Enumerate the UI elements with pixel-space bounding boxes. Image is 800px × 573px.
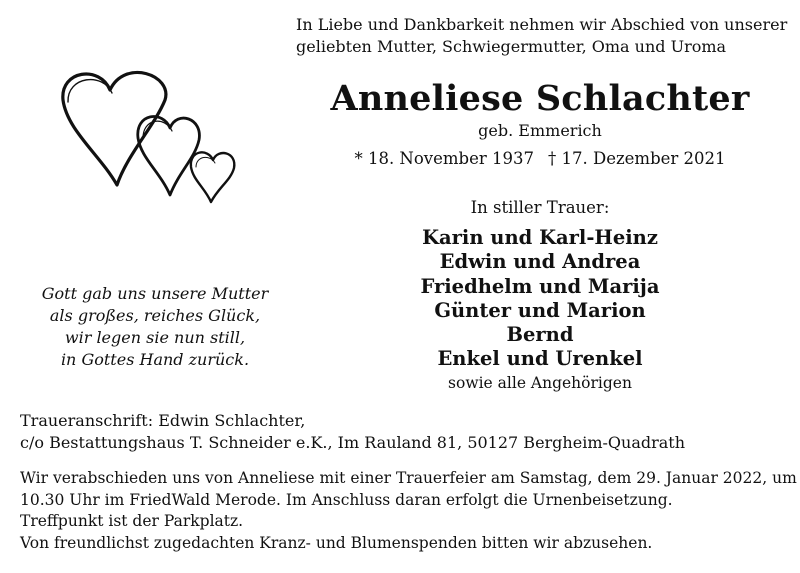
poem xyxy=(20,283,290,371)
poem-line: als großes, reiches Glück, xyxy=(49,306,261,325)
mourner-family: Bernd xyxy=(506,323,574,347)
poem-line: wir legen sie nun still, xyxy=(64,328,246,347)
three-hearts-icon xyxy=(55,60,255,210)
mourner-family: Enkel und Urenkel xyxy=(437,347,643,371)
address-line-1: Traueranschrift: Edwin Schlachter, xyxy=(20,411,306,430)
birth-name: geb. Emmerich xyxy=(478,121,602,140)
mourners-title: In stiller Trauer: xyxy=(470,198,610,217)
notice-line: 10.30 Uhr im FriedWald Merode. Im Anschluss daran erfolgt die Urnenbeisetzung. xyxy=(20,490,673,509)
poem-line: in Gottes Hand zurück. xyxy=(60,350,250,369)
mourning-address xyxy=(20,410,790,454)
poem-line: Gott gab uns unsere Mutter xyxy=(41,284,269,303)
mourner-family: Friedhelm und Marija xyxy=(420,274,660,298)
deceased-name: Anneliese Schlachter xyxy=(330,78,750,119)
ceremony-notice xyxy=(20,468,797,554)
birth-date: * 18. November 1937 xyxy=(354,149,534,168)
intro-line-2: geliebten Mutter, Schwiegermutter, Oma und Uroma xyxy=(296,37,727,56)
death-date: † 17. Dezember 2021 xyxy=(548,149,726,168)
notice-line: Wir verabschieden uns von Anneliese mit einer Trauerfeier am Samstag, dem 29. Januar 2022, um xyxy=(20,469,797,487)
mourner-family: Günter und Marion xyxy=(434,298,646,322)
notice-line: Treffpunkt ist der Parkplatz. xyxy=(20,512,244,530)
relatives-line: sowie alle Angehörigen xyxy=(448,374,632,392)
life-dates xyxy=(290,148,790,170)
notice-line: Von freundlichst zugedachten Kranz- und Blumenspenden bitten wir abzusehen. xyxy=(20,533,653,552)
mourner-family: Edwin und Andrea xyxy=(439,250,641,274)
intro-line-1: In Liebe und Dankbarkeit nehmen wir Abschied von unserer xyxy=(296,15,788,34)
address-line-2: c/o Bestattungshaus T. Schneider e.K., Im Rauland 81, 50127 Bergheim-Quadrath xyxy=(20,433,686,452)
mourner-family: Karin und Karl-Heinz xyxy=(422,226,658,249)
mourners-list xyxy=(290,226,790,372)
intro-text xyxy=(296,14,788,58)
